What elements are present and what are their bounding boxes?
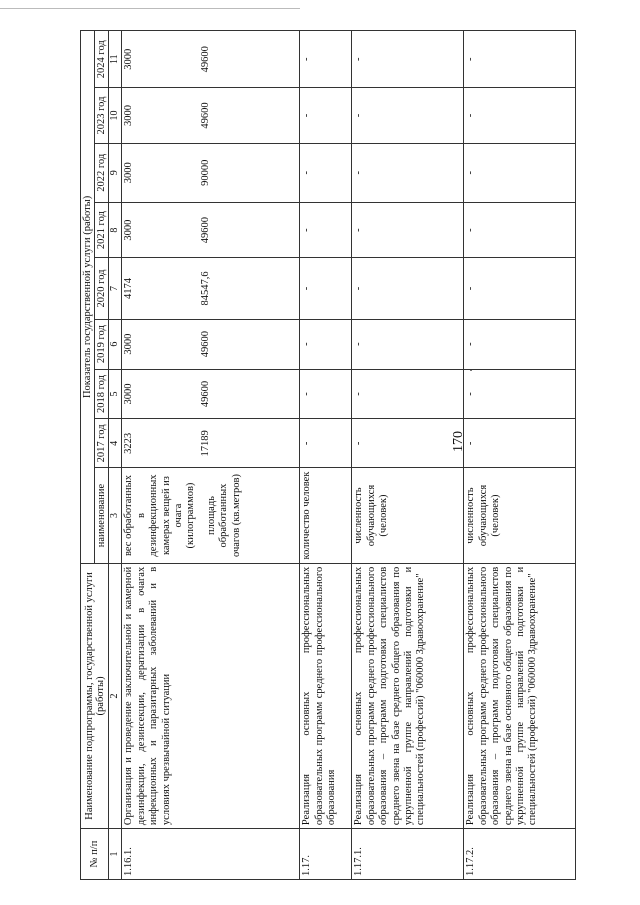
column-number: 3 bbox=[109, 468, 122, 564]
value: 4174 bbox=[123, 277, 135, 299]
value: - bbox=[300, 369, 352, 419]
year-header: 2019 год bbox=[95, 319, 109, 369]
indicator-name: численность обучающихся (человек) bbox=[464, 468, 576, 564]
year-header: 2024 год bbox=[95, 31, 109, 88]
year-header: 2023 год bbox=[95, 88, 109, 143]
value: - bbox=[464, 419, 576, 468]
value: - bbox=[464, 31, 576, 88]
table-row bbox=[464, 31, 576, 880]
column-number: 8 bbox=[109, 203, 122, 258]
value: - bbox=[464, 143, 576, 202]
col-indicator-header: наименование bbox=[95, 468, 109, 564]
column-number: 11 bbox=[109, 31, 122, 88]
value-cell bbox=[122, 31, 300, 88]
value: 3000 bbox=[123, 48, 135, 70]
value: 49600 bbox=[199, 46, 211, 73]
year-header: 2020 год bbox=[95, 258, 109, 320]
rotated-page bbox=[80, 30, 576, 880]
value-cell bbox=[122, 143, 300, 202]
value: 90000 bbox=[199, 159, 211, 186]
column-number: 5 bbox=[109, 369, 122, 419]
value: 49600 bbox=[199, 380, 211, 408]
value-cell bbox=[122, 319, 300, 369]
value: - bbox=[464, 369, 576, 419]
column-number: 10 bbox=[109, 88, 122, 143]
value: - bbox=[300, 319, 352, 369]
value: - bbox=[300, 31, 352, 88]
service-name: Реализация основных профессиональных образовательных программ среднего профессионального образования – программ подготовки специалистов среднего звена на базе основного общего образования по укрупненной группе направлений подготовки и специальностей (профессий) "060000 Здравоохранение" bbox=[464, 563, 576, 828]
service-name: Реализация основных профессиональных образовательных программ среднего профессионального образования – программ подготовки специалистов среднего звена на базе среднего общего образования по укрупненной группе направлений подготовки и специальностей (профессий) "060000 Здравоохранение" bbox=[352, 563, 464, 828]
indicator-group-header: Показатель государственной услуги (работы) bbox=[81, 31, 95, 564]
col-no-header: № п/п bbox=[81, 829, 109, 880]
value: - bbox=[300, 143, 352, 202]
value: 3000 bbox=[123, 105, 135, 126]
value: 49600 bbox=[199, 331, 211, 358]
value: - bbox=[352, 31, 464, 88]
service-name: Реализация основных профессиональных образовательных программ среднего профессионального образования bbox=[300, 563, 352, 828]
value: - bbox=[352, 419, 464, 468]
indicator-cell bbox=[122, 468, 300, 564]
value: - bbox=[464, 203, 576, 258]
column-number-row bbox=[109, 31, 122, 880]
value-cell bbox=[122, 258, 300, 320]
year-header: 2017 год bbox=[95, 419, 109, 468]
col-name-header: Наименование подпрограммы, государственной услуги (работы) bbox=[81, 563, 109, 828]
value: 3223 bbox=[123, 432, 135, 454]
value: - bbox=[352, 88, 464, 143]
indicator-name: численность обучающихся (человек) bbox=[352, 468, 464, 564]
header-row-1 bbox=[81, 31, 95, 880]
value: 3000 bbox=[123, 162, 135, 184]
column-number: 6 bbox=[109, 319, 122, 369]
column-number: 4 bbox=[109, 419, 122, 468]
year-header: 2022 год bbox=[95, 143, 109, 202]
table-row bbox=[300, 31, 352, 880]
page-number: 170 bbox=[451, 431, 466, 452]
column-number: 7 bbox=[109, 258, 122, 320]
value-cell bbox=[122, 419, 300, 468]
value: 3000 bbox=[123, 219, 135, 241]
value: - bbox=[352, 143, 464, 202]
value: - bbox=[352, 319, 464, 369]
row-number: 1.16.1. bbox=[122, 829, 300, 880]
row-number: 1.17.1. bbox=[352, 829, 464, 880]
indicator-name: площадь обработанных очагов (кв.метров) bbox=[205, 474, 242, 558]
value: 84547,6 bbox=[199, 271, 211, 306]
value: - bbox=[464, 88, 576, 143]
value: - bbox=[464, 258, 576, 320]
value: 49600 bbox=[199, 102, 211, 129]
column-number: 9 bbox=[109, 143, 122, 202]
top-rule bbox=[0, 8, 300, 9]
value: - bbox=[352, 258, 464, 320]
value: - bbox=[300, 258, 352, 320]
value: - bbox=[300, 203, 352, 258]
column-number: 1 bbox=[109, 829, 122, 880]
value: - bbox=[464, 319, 576, 369]
column-number: 2 bbox=[109, 563, 122, 828]
value-cell bbox=[122, 203, 300, 258]
service-name: Организация и проведение заключительной и камерной дезинфекции, дезинсекции, дератизации в очагах инфекционных и паразитарных заболеваний и в условиях чрезвычайной ситуации bbox=[122, 563, 300, 828]
table-row bbox=[122, 31, 300, 880]
table-row bbox=[352, 31, 464, 880]
services-table bbox=[80, 30, 576, 880]
value: 3000 bbox=[123, 383, 135, 405]
indicator-name: количество человек bbox=[300, 468, 352, 564]
value: - bbox=[300, 88, 352, 143]
row-number: 1.17.2. bbox=[464, 829, 576, 880]
value: 17189 bbox=[199, 430, 211, 457]
indicator-name: вес обработанных в дезинфекционных камерах вещей из очага (килограммов) bbox=[123, 474, 197, 557]
year-header: 2018 год bbox=[95, 369, 109, 419]
value: - bbox=[300, 419, 352, 468]
value: - bbox=[352, 369, 464, 419]
value-cell bbox=[122, 88, 300, 143]
year-header: 2021 год bbox=[95, 203, 109, 258]
value: - bbox=[352, 203, 464, 258]
row-number: 1.17. bbox=[300, 829, 352, 880]
value: 3000 bbox=[123, 333, 135, 355]
value-cell bbox=[122, 369, 300, 419]
value: 49600 bbox=[199, 216, 211, 244]
